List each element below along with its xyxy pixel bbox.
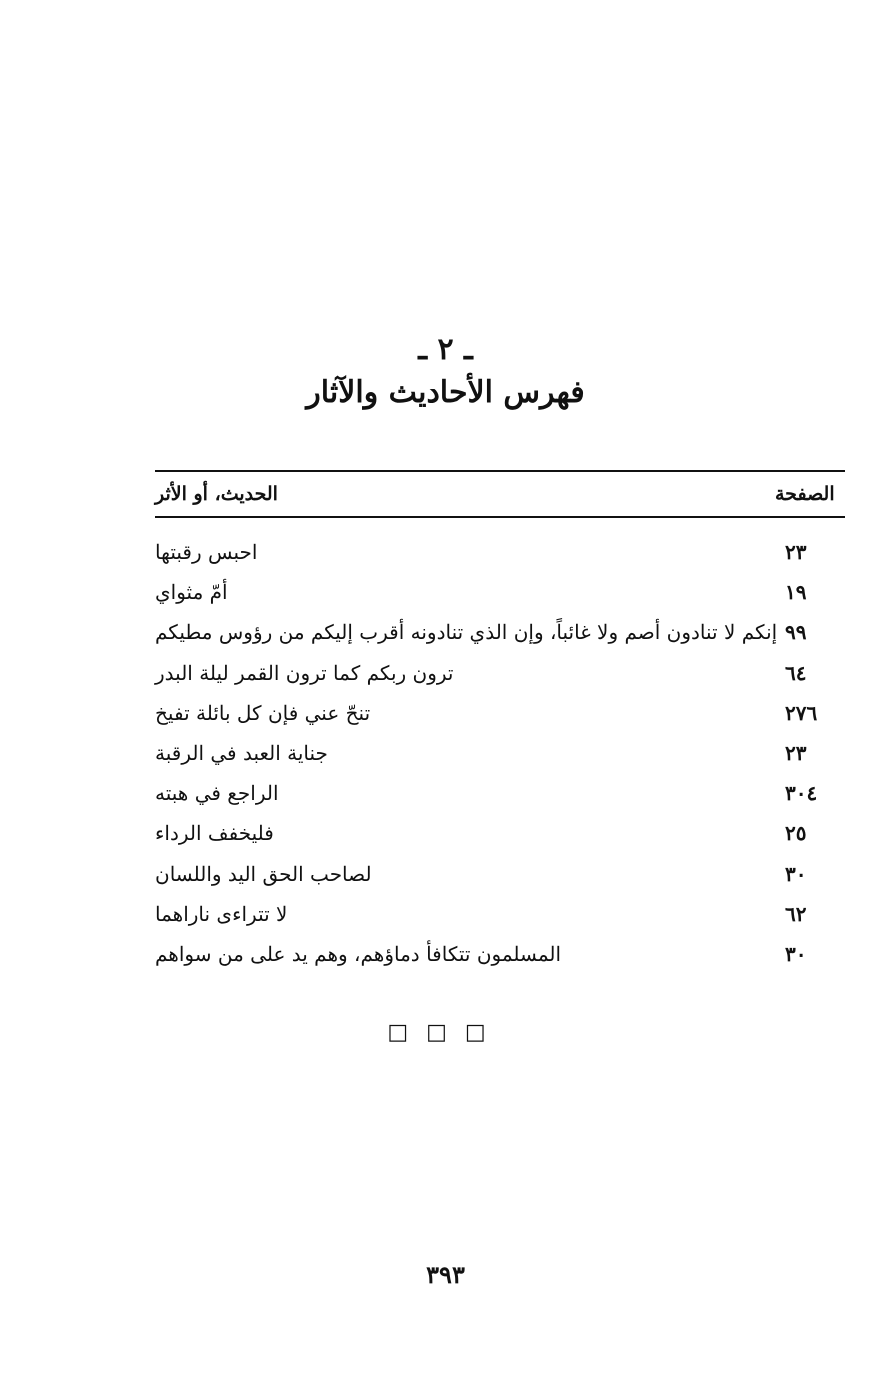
table-row	[155, 572, 845, 612]
table-row	[155, 934, 845, 974]
page-number: ٢٣	[785, 741, 807, 766]
section-end-ornament: □□□	[387, 1020, 504, 1045]
page-number: ١٩	[785, 580, 807, 605]
index-table	[155, 470, 845, 974]
index-rows	[155, 532, 845, 974]
page-number: ٢٣	[785, 540, 807, 565]
table-row	[155, 813, 845, 853]
hadith-text: أمّ مثواي	[155, 580, 228, 605]
page-number: ٣٠٤	[785, 781, 818, 806]
hadith-text: جناية العبد في الرقبة	[155, 741, 328, 766]
hadith-text: فليخفف الرداء	[155, 821, 274, 846]
table-row	[155, 733, 845, 773]
table-row	[155, 854, 845, 894]
hadith-text: لا تتراءى ناراهما	[155, 901, 288, 926]
page-number: ٢٧٦	[785, 700, 818, 725]
page-folio-number: ٣٩٣	[426, 1260, 465, 1289]
page-number: ٩٩	[785, 620, 807, 645]
page-number: ٣٠	[785, 861, 807, 886]
hadith-text: الراجع في هبته	[155, 781, 279, 806]
table-row	[155, 773, 845, 813]
table-row	[155, 894, 845, 934]
hadith-text: احبس رقبتها	[155, 540, 258, 565]
hadith-text: تنحّ عني فإن كل بائلة تفيخ	[155, 700, 371, 725]
table-row	[155, 612, 845, 652]
page-number: ٦٤	[785, 660, 807, 685]
header-hadith: الحديث، أو الأثر	[155, 483, 278, 505]
header-page: الصفحة	[775, 483, 835, 505]
section-number: ـ ٢ ـ	[418, 332, 473, 367]
page-number: ٢٥	[785, 821, 807, 846]
page-number: ٦٢	[785, 901, 807, 926]
table-header	[155, 472, 845, 516]
table-row	[155, 693, 845, 733]
hadith-text: ترون ربكم كما ترون القمر ليلة البدر	[155, 660, 454, 685]
table-row	[155, 653, 845, 693]
header-rule	[155, 516, 845, 518]
page-number: ٣٠	[785, 941, 807, 966]
hadith-text: إنكم لا تنادون أصم ولا غائباً، وإن الذي تنادونه أقرب إليكم من رؤوس مطيكم	[155, 620, 778, 645]
hadith-text: لصاحب الحق اليد واللسان	[155, 861, 372, 886]
hadith-text: المسلمون تتكافأ دماؤهم، وهم يد على من سواهم	[155, 941, 562, 966]
section-title: فهرس الأحاديث والآثار	[306, 375, 585, 410]
table-row	[155, 532, 845, 572]
